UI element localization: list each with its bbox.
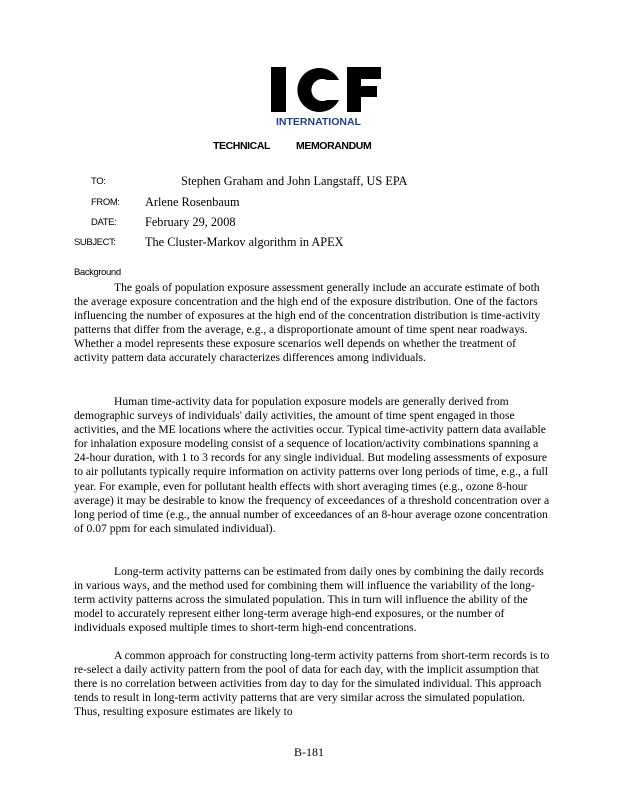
from-label: FROM: [91, 197, 120, 208]
logo-letter-f [347, 67, 381, 112]
to-label: TO: [91, 176, 106, 187]
paragraph-3: Long-term activity patterns can be estimated from daily ones by combining the daily records in various ways, and the method used for combining them will influence the variability of the long-term activity patterns across the simulated population. This in turn will influence the ability of the model to accurately represent either long-term average high-end exposures, or the number of individuals exposed multiple times to short-term high-end concentrations. [74, 565, 544, 635]
logo-subtitle: INTERNATIONAL [276, 116, 361, 128]
subject-value: The Cluster-Markov algorithm in APEX [145, 235, 344, 249]
paragraph-2: Human time-activity data for population exposure models are generally derived from demographic surveys of individuals' daily activities, the amount of time spent engaged in those activities, and the ME locations where the activities occur. Typical time-activity pattern data available for inhalation exposure modeling consist of a sequence of location/activity combinations spanning a 24-hour duration, with 1 to 3 records for any single individual. But modeling assessments of exposure to air pollutants typically require information on activity patterns over long periods of time, e.g., a full year. For example, even for pollutant health effects with short averaging times (e.g., ozone 8-hour average) it may be desirable to know the frequency of exceedances of a threshold concentration over a long period of time (e.g., the annual number of exceedances of an 8-hour average ozone concentration of 0.07 ppm for each simulated individual). [74, 395, 550, 535]
logo-letter-c [297, 68, 339, 112]
subject-label: SUBJECT: [74, 237, 116, 248]
page-number: B-181 [294, 745, 324, 759]
memo-title-memorandum: MEMORANDUM [296, 140, 372, 152]
icf-logo-graphic [271, 55, 495, 130]
memo-title-technical: TECHNICAL [213, 140, 271, 152]
paragraph-1: The goals of population exposure assessment generally include an accurate estimate of both the average exposure concentration and the high end of the exposure distribution. One of the factors influencing the number of exposures at the high end of the concentration distribution is time-activity patterns that differ from the average, e.g., a disproportionate amount of time spent near roadways. Whether a model represents these exposure scenarios well depends on whether the treatment of activity pattern data accurately characterizes differences among individuals. [74, 281, 541, 365]
paragraph-4: A common approach for constructing long-term activity patterns from short-term records is to re-select a daily activity pattern from the pool of data for each day, with the implicit assumption that there is no correlation between activities from day to day for the simulated individual. This approach tends to result in long-term activity patterns that are very similar across the simulated population. Thus, resulting exposure estimates are likely to [74, 649, 550, 719]
logo-letter-i [271, 67, 286, 112]
date-label: DATE: [91, 217, 117, 228]
section-heading: Background [74, 267, 121, 278]
from-value: Arlene Rosenbaum [145, 195, 240, 209]
to-value: Stephen Graham and John Langstaff, US EPA [181, 174, 408, 188]
date-value: February 29, 2008 [145, 215, 236, 229]
icf-logo [271, 55, 495, 130]
